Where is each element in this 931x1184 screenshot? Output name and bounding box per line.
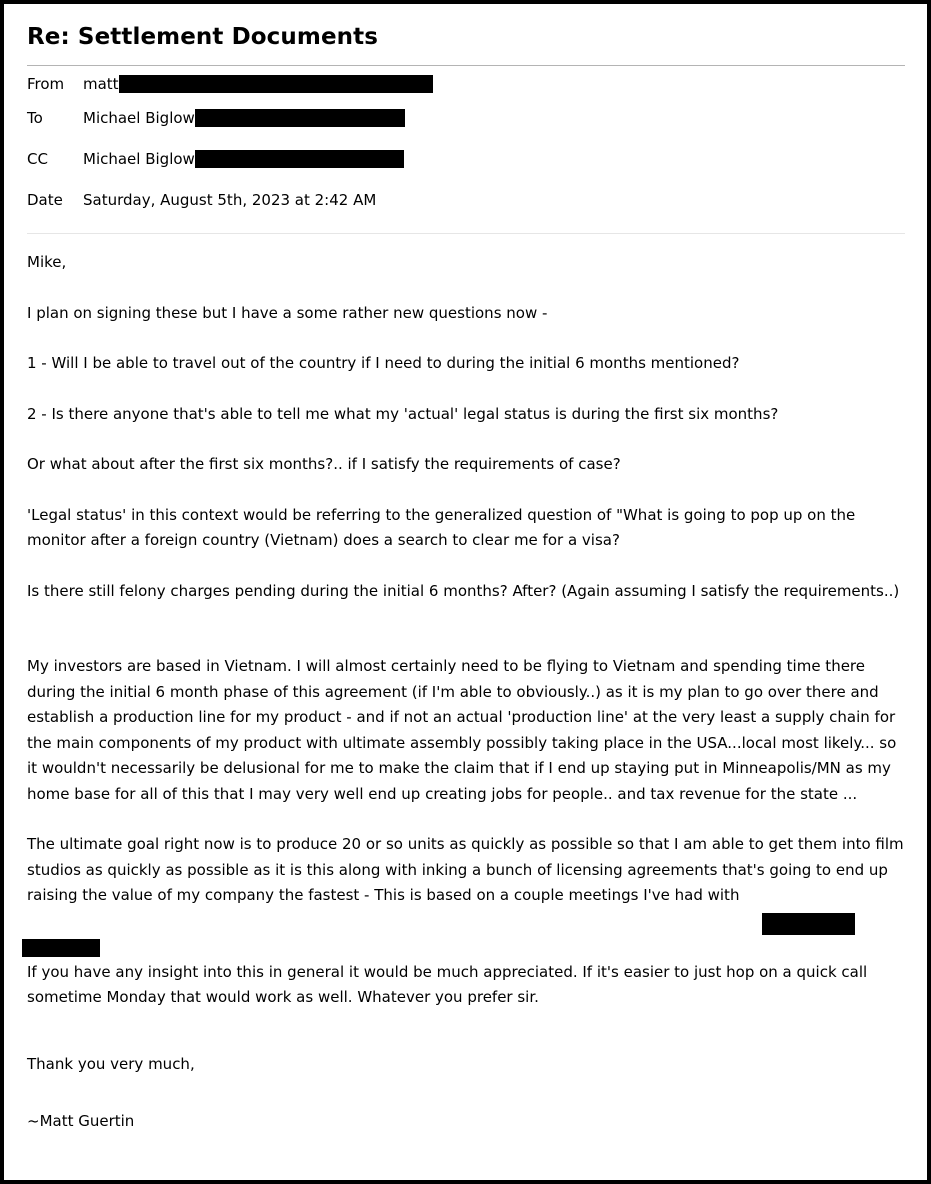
email-subject: Re: Settlement Documents [27,24,379,50]
date-label: Date [27,191,63,209]
closing: Thank you very much, [27,1054,195,1073]
cc-field [83,149,404,169]
body-paragraph: Is there still felony charges pending during the initial 6 months? After? (Again assuming I satisfy the requirements..) [27,581,900,600]
body-paragraph: My investors are based in Vietnam. I will almost certainly need to be flying to Vietnam and spending time there during the initial 6 month phase of this agreement (if I'm able to obviously..) as it is my plan to go over there and establish a production line for my product - and if not an actual 'production line' at the very least a supply chain for the main components of my product with ultimate assembly possibly taking place in the USA...local most likely... so it wouldn't necessarily be delusional for me to make the claim that if I end up staying put in Minneapolis/MN as my home base for all of this that I may very well end up creating jobs for people.. and tax revenue for the state ... [27,657,897,803]
date-value: Saturday, August 5th, 2023 at 2:42 AM [83,191,377,209]
body-paragraph: 'Legal status' in this context would be referring to the generalized question of "What is going to pop up on the monitor after a foreign country (Vietnam) does a search to clear me for a visa? [27,505,856,549]
body-paragraph: Or what about after the first six months?.. if I satisfy the requirements of case? [27,455,621,473]
from-value: matt [83,75,119,93]
body-paragraph: 2 - Is there anyone that's able to tell me what my 'actual' legal status is during the first six months? [27,404,779,423]
from-label: From [27,75,65,93]
signature: ~Matt Guertin [27,1112,135,1130]
body-divider [27,233,905,234]
body-paragraph: If you have any insight into this in general it would be much appreciated. If it's easier to just hop on a quick call sometime Monday that would work as well. Whatever you prefer sir. [27,962,868,1006]
redaction-bar [22,939,100,957]
redaction-bar [762,913,855,935]
redaction-bar [195,109,405,127]
redaction-bar [119,75,433,93]
body-paragraph: I plan on signing these but I have a some rather new questions now - [27,303,548,322]
header-divider [27,65,905,66]
body-paragraph: 1 - Will I be able to travel out of the country if I need to during the initial 6 months mentioned? [27,354,740,372]
to-label: To [27,109,43,127]
cc-label: CC [27,150,48,168]
to-value: Michael Biglow [83,109,195,127]
from-field [83,74,433,94]
email-body [27,250,911,1135]
greeting: Mike, [27,253,67,271]
body-paragraph: The ultimate goal right now is to produce 20 or so units as quickly as possible so that I am able to get them into film studios as quickly as possible as it is this along with inking a bunch of licensing agreements that's going to end up raising the value of my company the fastest - This is based on a couple meetings I've had with [27,835,904,904]
to-field [83,108,405,128]
redaction-bar [195,150,404,168]
cc-value: Michael Biglow [83,150,195,168]
